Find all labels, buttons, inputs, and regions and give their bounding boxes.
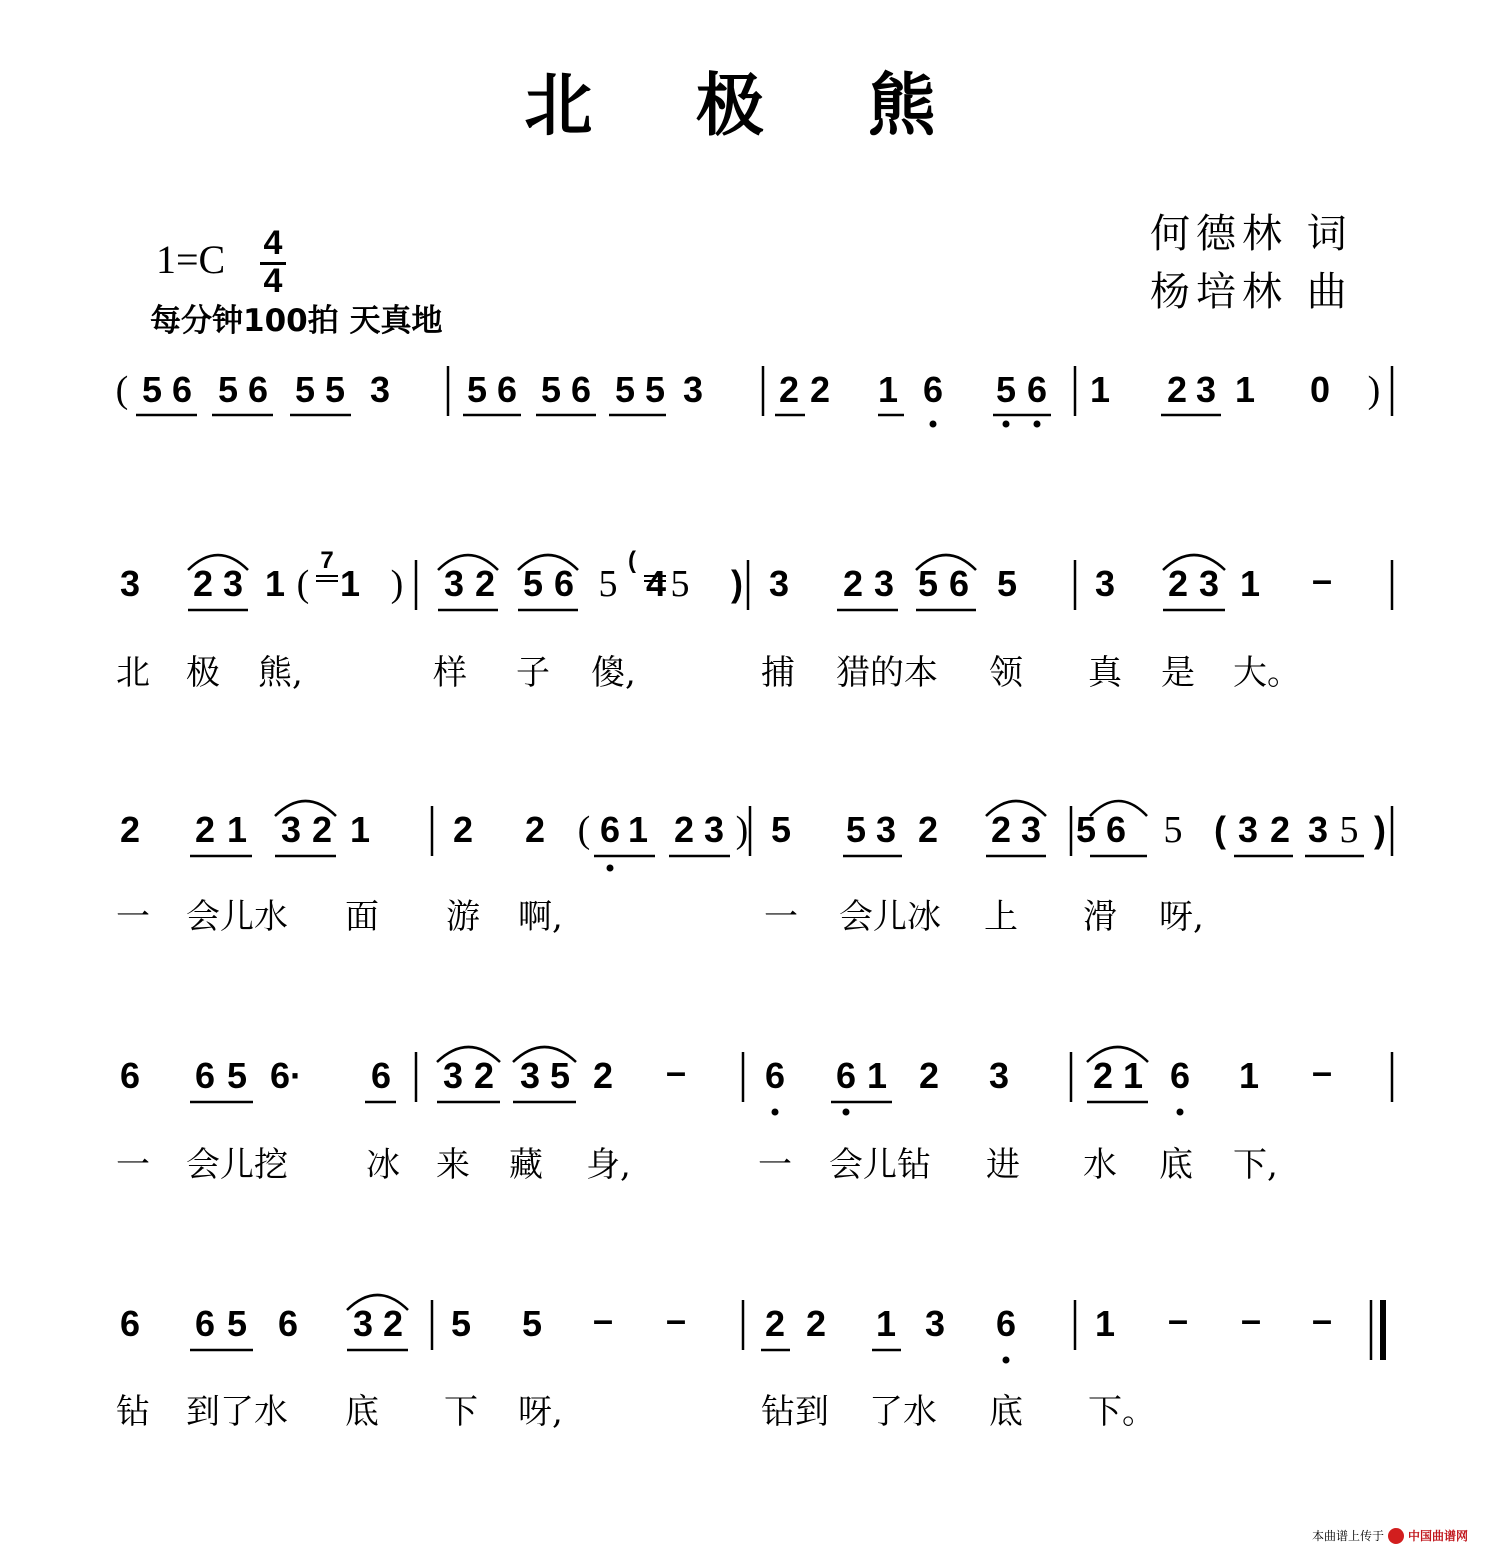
time-signature-top: 4: [263, 224, 283, 262]
low-octave-dot-3: [607, 865, 614, 872]
system4-token-5: 2: [382, 1303, 404, 1344]
system2-token-24: 3: [1237, 809, 1259, 850]
lyric-line2-6: 会儿冰: [839, 897, 941, 937]
system1-token-9: 2: [474, 563, 496, 604]
system1-token-22: 5: [996, 563, 1018, 604]
system3-token-1: 6: [194, 1055, 216, 1096]
system0-token-13: 5: [644, 369, 666, 410]
system1-token-14: 4: [645, 563, 667, 604]
system0-token-22: 2: [1166, 369, 1188, 410]
footer-upload-text: 本曲谱上传于: [1312, 1529, 1385, 1543]
system2-token-8: (: [577, 809, 591, 851]
system1-token-12: 5: [598, 563, 618, 605]
system1-token-5: 7: [320, 547, 334, 574]
lyric-line1-1: 极: [186, 653, 220, 693]
system3-token-0: 6: [119, 1055, 141, 1096]
low-octave-dot-0: [930, 421, 937, 428]
system1-token-16: ): [731, 563, 743, 604]
lyric-line2-7: 上: [984, 897, 1018, 937]
lyric-line2-3: 游: [446, 897, 480, 937]
system3-token-8: 5: [549, 1055, 571, 1096]
system2-token-16: 3: [875, 809, 897, 850]
system4-token-13: 3: [924, 1303, 946, 1344]
system4-token-11: 2: [805, 1303, 827, 1344]
system0-token-8: 5: [466, 369, 488, 410]
lyric-line2-0: 一: [116, 897, 150, 937]
system2-token-19: 3: [1020, 809, 1042, 850]
lyric-line1-0: 北: [116, 653, 150, 693]
system1-token-27: –: [1311, 559, 1333, 600]
lyric-line3-8: 进: [986, 1145, 1020, 1185]
system1-token-3: 1: [264, 563, 286, 604]
system2-token-3: 3: [280, 809, 302, 850]
system0-token-16: 2: [809, 369, 831, 410]
system1-token-7: ): [390, 563, 404, 605]
system3-token-18: 6: [1169, 1055, 1191, 1096]
system2-token-22: 5: [1163, 809, 1183, 851]
system4-token-7: 5: [521, 1303, 543, 1344]
system1-token-8: 3: [443, 563, 465, 604]
system3-token-11: 6: [764, 1055, 786, 1096]
system2-token-26: 3: [1307, 809, 1329, 850]
system2-token-17: 2: [917, 809, 939, 850]
system4-token-16: –: [1167, 1299, 1189, 1340]
system4-token-3: 6: [277, 1303, 299, 1344]
system0-token-11: 6: [570, 369, 592, 410]
lyric-line1-2: 熊,: [258, 653, 303, 693]
composer-credit: 杨培林 曲: [1150, 269, 1353, 315]
lyric-line3-1: 会儿挖: [186, 1145, 288, 1185]
system0-token-21: 1: [1089, 369, 1111, 410]
lyric-line2-4: 啊,: [518, 897, 563, 937]
system2-token-5: 1: [349, 809, 371, 850]
system4-token-15: 1: [1094, 1303, 1116, 1344]
key-signature: 1=C: [156, 237, 226, 282]
system0-token-0: (: [115, 369, 129, 411]
system2-token-10: 1: [627, 809, 649, 850]
system0-token-2: 6: [171, 369, 193, 410]
system1-token-25: 3: [1198, 563, 1220, 604]
system4-token-8: –: [592, 1299, 614, 1340]
system2-token-11: 2: [673, 809, 695, 850]
lyric-line4-3: 下: [444, 1392, 478, 1432]
system0-token-4: 6: [247, 369, 269, 410]
time-signature-bottom: 4: [263, 262, 283, 300]
system0-token-7: 3: [369, 369, 391, 410]
low-octave-dot-5: [843, 1109, 850, 1116]
system0-token-12: 5: [614, 369, 636, 410]
footer-site-name: 中国曲谱网: [1408, 1529, 1469, 1543]
system0-token-26: ): [1367, 369, 1381, 411]
system1-token-21: 6: [948, 563, 970, 604]
system3-token-14: 2: [918, 1055, 940, 1096]
lyric-line4-8: 下。: [1088, 1392, 1156, 1432]
lyric-line4-0: 钻: [116, 1392, 150, 1432]
system1-token-11: 6: [553, 563, 575, 604]
system0-token-24: 1: [1234, 369, 1256, 410]
system0-token-14: 3: [682, 369, 704, 410]
system3-token-16: 2: [1092, 1055, 1114, 1096]
lyric-line1-3: 样: [433, 653, 467, 693]
system1-token-6: 1: [339, 563, 361, 604]
lyric-line3-10: 底: [1159, 1145, 1193, 1185]
system1-token-20: 5: [917, 563, 939, 604]
system2-token-4: 2: [311, 809, 333, 850]
lyric-line2-2: 面: [345, 897, 379, 937]
low-octave-dot-4: [772, 1109, 779, 1116]
system3-token-19: 1: [1238, 1055, 1260, 1096]
system0-token-6: 5: [324, 369, 346, 410]
lyric-line1-11: 大。: [1233, 653, 1301, 693]
system2-token-14: 5: [770, 809, 792, 850]
system0-token-15: 2: [778, 369, 800, 410]
site-logo-icon: [1388, 1528, 1404, 1544]
lyric-line1-6: 捕: [761, 653, 795, 693]
system0-token-19: 5: [995, 369, 1017, 410]
lyric-line3-2: 冰: [366, 1145, 400, 1185]
system3-token-13: 1: [866, 1055, 888, 1096]
system3-token-4: 6: [370, 1055, 392, 1096]
system0-token-20: 6: [1026, 369, 1048, 410]
lyric-line1-4: 子: [516, 653, 550, 693]
lyric-line4-5: 钻到: [761, 1392, 829, 1432]
system0-token-5: 5: [294, 369, 316, 410]
system1-token-1: 2: [192, 563, 214, 604]
system2-token-20: 5: [1075, 809, 1097, 850]
lyric-line1-8: 领: [989, 653, 1023, 693]
lyric-line2-1: 会儿水: [186, 897, 288, 937]
system1-token-13: (: [628, 547, 636, 574]
system1-token-18: 2: [842, 563, 864, 604]
system1-token-0: 3: [119, 563, 141, 604]
system2-token-2: 1: [226, 809, 248, 850]
lyric-line4-4: 呀,: [518, 1392, 563, 1432]
lyric-line3-11: 下,: [1233, 1145, 1278, 1185]
system4-token-4: 3: [352, 1303, 374, 1344]
song-title: 北 极 熊: [524, 66, 976, 146]
lyric-line2-5: 一: [764, 897, 798, 937]
lyric-line2-8: 滑: [1083, 897, 1117, 937]
system2-token-21: 6: [1105, 809, 1127, 850]
lyric-line3-6: 一: [758, 1145, 792, 1185]
system3-token-7: 3: [519, 1055, 541, 1096]
lyric-line1-10: 是: [1161, 653, 1195, 693]
system4-token-18: –: [1311, 1299, 1333, 1340]
system2-token-27: 5: [1339, 809, 1359, 851]
system3-token-15: 3: [988, 1055, 1010, 1096]
system0-token-1: 5: [141, 369, 163, 410]
system1-token-10: 5: [522, 563, 544, 604]
system0-token-23: 3: [1195, 369, 1217, 410]
system1-token-19: 3: [873, 563, 895, 604]
system3-token-9: 2: [592, 1055, 614, 1096]
system1-token-17: 3: [768, 563, 790, 604]
lyric-line4-1: 到了水: [186, 1392, 288, 1432]
system3-token-2: 5: [226, 1055, 248, 1096]
system4-token-1: 6: [194, 1303, 216, 1344]
low-octave-dot-1: [1003, 421, 1010, 428]
system2-token-6: 2: [452, 809, 474, 850]
system0-token-17: 1: [877, 369, 899, 410]
system2-token-0: 2: [119, 809, 141, 850]
system1-token-4: (: [296, 563, 310, 605]
system1-token-2: 3: [222, 563, 244, 604]
lyric-line3-0: 一: [116, 1145, 150, 1185]
system3-token-5: 3: [442, 1055, 464, 1096]
system2-token-15: 5: [845, 809, 867, 850]
system1-token-26: 1: [1239, 563, 1261, 604]
system2-token-28: ): [1374, 809, 1386, 850]
system2-token-9: 6: [599, 809, 621, 850]
lyric-line1-7: 猎的本: [836, 653, 938, 693]
system0-token-9: 6: [496, 369, 518, 410]
system0-token-25: 0: [1309, 369, 1331, 410]
system2-token-1: 2: [194, 809, 216, 850]
system2-token-13: ): [735, 809, 749, 851]
system1-token-15: 5: [670, 563, 690, 605]
system2-token-18: 2: [990, 809, 1012, 850]
system0-token-10: 5: [540, 369, 562, 410]
system3-token-3: 6·: [269, 1055, 303, 1096]
system4-token-2: 5: [226, 1303, 248, 1344]
system4-token-6: 5: [450, 1303, 472, 1344]
system3-token-17: 1: [1122, 1055, 1144, 1096]
lyric-line3-3: 来: [436, 1145, 470, 1185]
system2-token-25: 2: [1269, 809, 1291, 850]
lyric-line4-2: 底: [345, 1392, 379, 1432]
system4-token-17: –: [1240, 1299, 1262, 1340]
system4-token-12: 1: [875, 1303, 897, 1344]
system0-token-18: 6: [922, 369, 944, 410]
system0-token-3: 5: [217, 369, 239, 410]
system4-token-14: 6: [995, 1303, 1017, 1344]
system2-token-12: 3: [703, 809, 725, 850]
system4-token-9: –: [665, 1299, 687, 1340]
lyric-line1-9: 真: [1088, 653, 1122, 693]
lyric-line3-4: 藏: [509, 1145, 543, 1185]
system2-token-7: 2: [524, 809, 546, 850]
system2-token-23: (: [1214, 809, 1226, 850]
lyricist-credit: 何德林 词: [1150, 211, 1353, 257]
system3-token-12: 6: [835, 1055, 857, 1096]
system3-token-10: –: [665, 1051, 687, 1092]
system3-token-20: –: [1311, 1051, 1333, 1092]
lyric-line2-9: 呀,: [1159, 897, 1204, 937]
system1-token-24: 2: [1167, 563, 1189, 604]
lyric-line3-9: 水: [1083, 1145, 1117, 1185]
low-octave-dot-6: [1177, 1109, 1184, 1116]
low-octave-dot-2: [1034, 421, 1041, 428]
lyric-line4-7: 底: [989, 1392, 1023, 1432]
lyric-line3-7: 会儿钻: [829, 1145, 931, 1185]
lyric-line4-6: 了水: [869, 1392, 937, 1432]
system4-token-10: 2: [764, 1303, 786, 1344]
system3-token-6: 2: [473, 1055, 495, 1096]
lyric-line1-5: 傻,: [591, 653, 636, 693]
low-octave-dot-7: [1003, 1357, 1010, 1364]
system4-token-0: 6: [119, 1303, 141, 1344]
lyric-line3-5: 身,: [586, 1145, 631, 1185]
system1-token-23: 3: [1094, 563, 1116, 604]
tempo-marking: 每分钟100拍 天真地: [150, 303, 443, 339]
